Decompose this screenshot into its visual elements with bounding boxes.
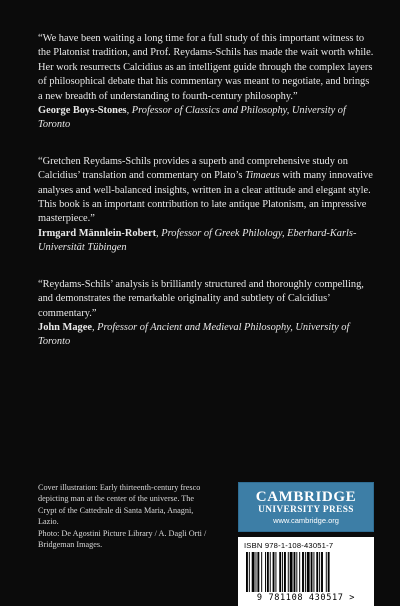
quote-text: “Reydams-Schils’ analysis is brilliantly structured and thoroughly compelling, and demonstrates the remarkable originality and subtlety of Calcidius’ commentary.”	[38, 278, 364, 319]
quote-text: “We have been waiting a long time for a full study of this important witness to the Platonist tradition, and Prof. Reydams-Schils has made the wait worth while. Her work resurrects Calcidius as an intelligent guide through the complex layers of philosophical debate that his commentary was meant to negotiate, and brings a new breadth of understanding to fourth-century philosophy.”	[38, 33, 374, 102]
attribution	[38, 227, 374, 256]
cover-illustration-credit: Cover illustration: Early thirteenth-century fresco depicting man at the center of the universe. The Crypt of the Cattedrale di Santa Maria, Anagni, Lazio.	[38, 483, 201, 527]
endorsement-2	[38, 155, 374, 256]
attribution	[38, 104, 374, 133]
publisher-url: www.cambridge.org	[273, 516, 339, 525]
endorsement-1	[38, 32, 374, 133]
publisher-block	[238, 482, 374, 606]
barcode-digits: 9 781108 430517 >	[256, 593, 356, 603]
attr-role: , Professor of Greek Philology, Eberhard-Karls-Universität Tübingen	[38, 227, 357, 254]
endorsements	[38, 32, 374, 372]
publisher-logo	[238, 482, 374, 532]
quote-text-before: “Gretchen Reydams-Schils provides a superb and comprehensive study on Calcidius’ translation and commentary on Plato’s	[38, 155, 348, 182]
quote-text	[38, 155, 374, 227]
publisher-subname: UNIVERSITY PRESS	[258, 505, 354, 515]
isbn-label: ISBN 978-1-108-43051-7	[244, 541, 334, 550]
barcode-block	[238, 537, 374, 606]
photo-credit: Photo: De Agostini Picture Library / A. Dagli Orti / Bridgeman Images.	[38, 528, 207, 550]
attr-name: George Boys-Stones	[38, 105, 127, 117]
endorsement-3	[38, 278, 374, 350]
cover-credit	[38, 482, 210, 550]
attr-role: , Professor of Ancient and Medieval Philosophy, University of Toronto	[38, 321, 350, 348]
publisher-name: CAMBRIDGE	[255, 489, 357, 505]
quote-text-after: with many innovative analyses and well-balanced insights, written in a clear attitude and elegant style. This book is an important contribution to late antique Platonism, an impressive masterpiece.”	[38, 170, 373, 225]
quote-text-italic: Timaeus	[245, 170, 280, 182]
attr-name: Irmgard Männlein-Robert	[38, 227, 157, 239]
attr-role: , Professor of Classics and Philosophy, University of Toronto	[38, 105, 346, 131]
attribution	[38, 321, 374, 350]
attr-name: John Magee	[38, 321, 92, 333]
barcode-icon	[244, 552, 368, 592]
